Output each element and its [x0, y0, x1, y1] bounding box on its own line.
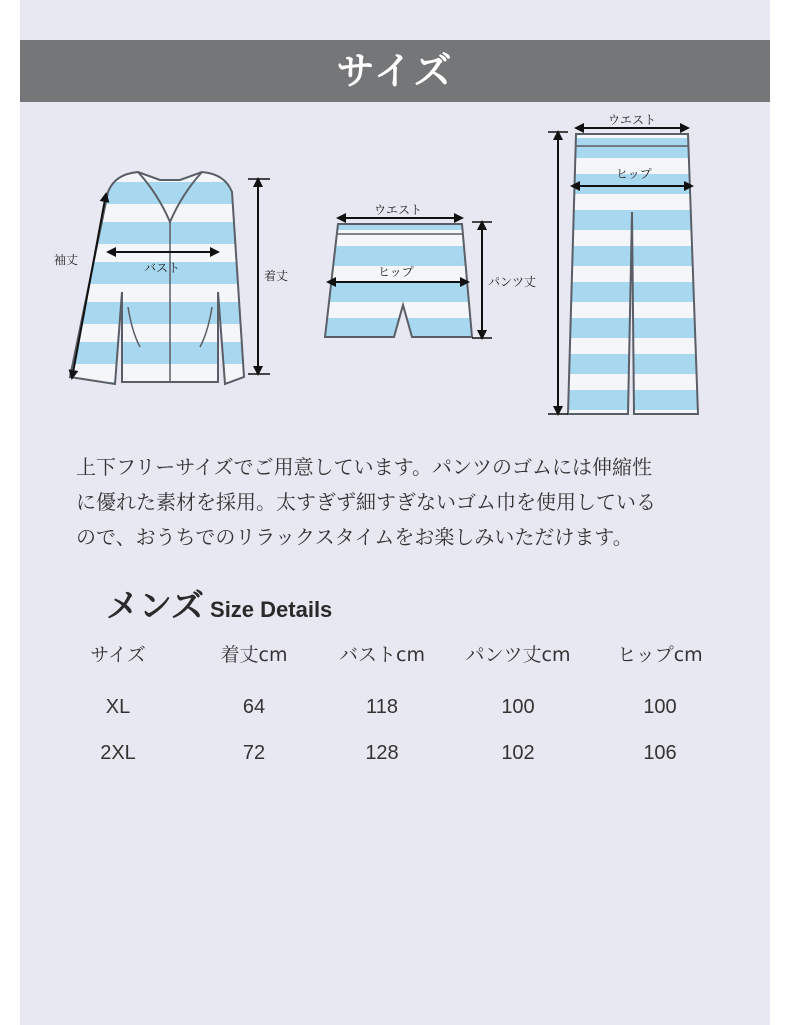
description [76, 450, 736, 555]
table-header-cell: バストcm [339, 644, 425, 666]
shorts-waist-label: ウエスト [374, 203, 423, 217]
table-header-cell: ヒップcm [617, 644, 703, 666]
shorts-length-label: パンツ丈 [488, 275, 537, 289]
size-banner-title: サイズ [20, 40, 770, 102]
size-details-heading [106, 580, 332, 627]
table-cell: 2XL [100, 742, 136, 764]
table-row [60, 696, 750, 742]
shorts-hip-label: ヒップ [378, 265, 414, 279]
table-header-cell: サイズ [90, 644, 146, 666]
table-cell: 106 [643, 742, 677, 764]
table-cell: 128 [365, 742, 399, 764]
table-header-row [60, 640, 750, 696]
jacket-illustration [70, 172, 244, 384]
jacket-sleeve-label: 袖丈 [54, 253, 79, 267]
description-line: 上下フリーサイズでご用意しています。パンツのゴムには伸縮性 [76, 455, 652, 479]
heading-jp: メンズ [106, 586, 205, 625]
table-cell: 118 [366, 696, 398, 718]
table-row [60, 742, 750, 788]
table-cell: 100 [501, 696, 535, 718]
description-line: に優れた素材を採用。太すぎず細すぎないゴム巾を使用している [76, 490, 656, 514]
pants-waist-label: ウエスト [608, 113, 657, 127]
table-cell: XL [105, 696, 131, 718]
jacket-length-label: 着丈 [264, 269, 289, 283]
table-header-cell: 着丈cm [220, 644, 288, 666]
shorts-illustration [325, 224, 472, 337]
table-cell: 102 [501, 742, 535, 764]
table-cell: 64 [242, 696, 266, 718]
table-header-cell: パンツ丈cm [465, 644, 571, 666]
size-diagram [20, 102, 770, 432]
jacket-bust-label: バスト [144, 261, 181, 275]
heading-en: Size Details [210, 597, 333, 622]
pants-hip-label: ヒップ [616, 167, 652, 181]
size-table [60, 640, 750, 788]
description-line: ので、おうちでのリラックスタイムをお楽しみいただけます。 [76, 525, 633, 549]
table-cell: 72 [242, 742, 266, 764]
table-cell: 100 [643, 696, 677, 718]
